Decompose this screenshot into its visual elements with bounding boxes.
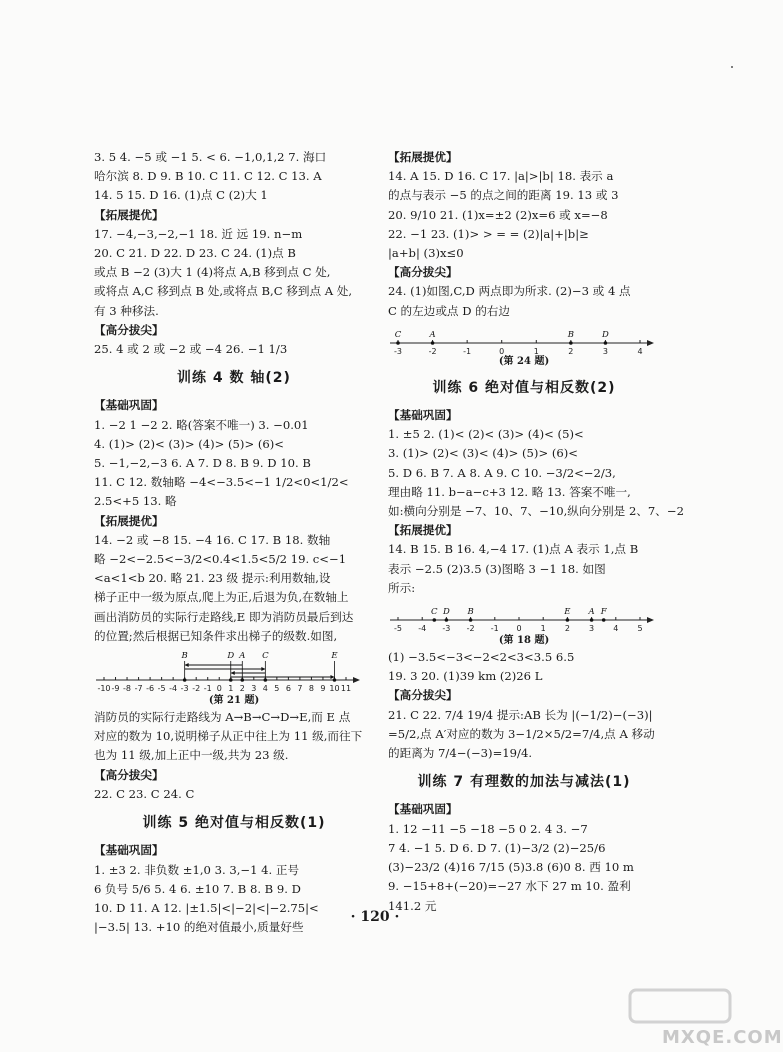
answer-line: |a+b| (3)x≤0: [388, 246, 464, 261]
answer-line: 1. −2 1 −2 2. 略(答案不唯一) 3. −0.01: [94, 417, 309, 432]
answer-line: 22. C 23. C 24. C: [94, 786, 195, 801]
answer-line: <a<1<b 20. 略 21. 23 级 提示:利用数轴,设: [94, 571, 331, 586]
answer-line: 1. ±5 2. (1)< (2)< (3)> (4)< (5)<: [388, 427, 584, 442]
tick-label: 4: [637, 346, 643, 356]
answer-line: (3)−23/2 (4)16 7/15 (5)3.8 (6)0 8. 西 10 m: [388, 860, 634, 875]
tick-label: 2: [564, 624, 570, 634]
answer-line: 14. A 15. D 16. C 17. |a|>|b| 18. 表示 a: [388, 169, 614, 184]
point-dot: [604, 341, 608, 345]
tick-label: -10: [97, 684, 111, 694]
answer-line: 9. −15+8+(−20)=−27 水下 27 m 10. 盈利: [388, 879, 631, 894]
answer-line: 20. 9/10 21. (1)x=±2 (2)x=6 或 x=−8: [388, 207, 608, 222]
answer-line: 3. (1)> (2)< (3)< (4)> (5)> (6)<: [388, 446, 578, 461]
tick-label: -1: [463, 346, 472, 356]
answer-line: 19. 3 20. (1)39 km (2)26 L: [388, 669, 543, 684]
section-tag: 【高分拔尖】: [94, 322, 164, 337]
page-number: · 120 ·: [350, 909, 400, 925]
tick-label: 4: [262, 684, 268, 694]
number-line-figure-18: [388, 600, 656, 634]
tick-label: 6: [285, 684, 291, 694]
tick-label: -5: [157, 684, 166, 694]
route-arrowhead: [261, 667, 265, 671]
tick-label: 9: [320, 684, 326, 694]
answer-line: 也为 11 级,加上正中一级,共为 23 级.: [94, 748, 289, 763]
point-label: D: [442, 607, 450, 618]
answer-line: 17. −4,−3,−2,−1 18. 近 远 19. n−m: [94, 226, 303, 241]
point-label: C: [262, 651, 269, 662]
tick-label: -4: [169, 684, 178, 694]
section-tag: 【拓展提优】: [94, 207, 164, 222]
number-line-figure-21: [94, 648, 362, 694]
figure-caption: (第 24 题): [498, 355, 550, 367]
answer-line: =5/2,点 A′对应的数为 3−1/2×5/2=7/4,点 A 移动: [388, 726, 655, 741]
tick-label: 1: [228, 684, 234, 694]
point-dot: [433, 618, 437, 622]
tick-label: -4: [418, 624, 427, 634]
unit-title: 训练 5 绝对值与相反数(1): [142, 815, 326, 832]
left-column: [94, 148, 374, 937]
tick-label: -3: [442, 624, 451, 634]
answer-line: 20. C 21. D 22. D 23. C 24. (1)点 B: [94, 246, 296, 261]
point-dot: [566, 618, 570, 622]
answer-line: 14. B 15. B 16. 4,−4 17. (1)点 A 表示 1,点 B: [388, 542, 639, 557]
axis-arrow: [353, 677, 360, 683]
tick-label: 11: [340, 684, 352, 694]
figure-caption: (第 18 题): [498, 635, 550, 647]
answer-line: 的点与表示 −5 的点之间的距离 19. 13 或 3: [388, 188, 619, 203]
tick-label: 3: [589, 624, 595, 634]
speck: [731, 66, 733, 68]
point-label: C: [431, 607, 438, 618]
answer-line: 10. D 11. A 12. |±1.5|<|−2|<|−2.75|<: [94, 900, 319, 915]
section-tag: 【基础巩固】: [94, 398, 164, 413]
point-label: D: [602, 329, 609, 340]
section-tag: 【高分拔尖】: [388, 265, 458, 280]
answer-line: 1. 12 −11 −5 −18 −5 0 2. 4 3. −7: [388, 821, 588, 836]
number-line-figure-24: [388, 323, 656, 355]
answer-line: 如:横向分别是 −7、10、7、−10,纵向分别是 2、7、−2: [388, 504, 684, 519]
section-tag: 【拓展提优】: [388, 523, 458, 538]
answer-line: 理由略 11. b−a−c+3 12. 略 13. 答案不唯一,: [388, 484, 631, 499]
point-dot: [569, 341, 573, 345]
point-dot: [602, 618, 606, 622]
answer-line: 梯子正中一级为原点,爬上为正,后退为负,在数轴上: [94, 590, 349, 605]
tick-label: 0: [499, 346, 505, 356]
tick-label: 7: [297, 684, 303, 694]
answer-line: 或将点 A,C 移到点 B 处,或将点 B,C 移到点 A 处,: [94, 284, 353, 299]
point-label: B: [467, 607, 474, 618]
tick-label: -2: [466, 624, 475, 634]
point-dot: [445, 618, 449, 622]
tick-label: 4: [613, 624, 619, 634]
answer-line: 25. 4 或 2 或 −2 或 −4 26. −1 1/3: [94, 342, 288, 357]
tick-label: 2: [568, 346, 574, 356]
answer-line: 画出消防员的实际行走路线,E 即为消防员最后到达: [94, 609, 354, 624]
route-arrowhead: [185, 663, 189, 667]
answer-line: 6 负号 5/6 5. 4 6. ±10 7. B 8. B 9. D: [94, 881, 301, 896]
route-arrowhead: [231, 671, 235, 675]
unit-title: 训练 4 数 轴(2): [177, 370, 291, 387]
section-tag: 【基础巩固】: [388, 408, 458, 423]
unit-title: 训练 7 有理数的加法与减法(1): [417, 774, 631, 791]
answer-line: 3. 5 4. −5 或 −1 5. < 6. −1,0,1,2 7. 海口: [94, 150, 327, 164]
tick-label: -1: [490, 624, 499, 634]
tick-label: 1: [533, 346, 539, 356]
answer-line: 1. ±3 2. 非负数 ±1,0 3. 3,−1 4. 正号: [94, 862, 300, 877]
point-label: E: [564, 607, 571, 618]
answer-line: 7 4. −1 5. D 6. D 7. (1)−3/2 (2)−25/6: [388, 840, 606, 855]
answer-line: (1) −3.5<−3<−2<2<3<3.5 6.5: [388, 650, 575, 665]
point-label: C: [394, 329, 402, 340]
answer-line: 4. (1)> (2)< (3)> (4)> (5)> (6)<: [94, 436, 284, 451]
tick-label: -6: [146, 684, 155, 694]
answer-line: 表示 −2.5 (2)3.5 (3)图略 3 −1 18. 如图: [388, 561, 606, 576]
answer-line: 有 3 种移法.: [94, 303, 159, 318]
section-tag: 【拓展提优】: [94, 513, 164, 528]
tick-label: -9: [111, 684, 120, 694]
tick-label: -7: [134, 684, 143, 694]
answer-line: C 的左边或点 D 的右边: [388, 303, 510, 318]
point-dot: [396, 341, 400, 345]
answer-line: 5. D 6. B 7. A 8. A 9. C 10. −3/2<−2/3,: [388, 465, 616, 480]
tick-label: 5: [274, 684, 280, 694]
axis-arrow: [647, 617, 654, 623]
tick-label: -1: [203, 684, 212, 694]
answer-line: 哈尔滨 8. D 9. B 10. C 11. C 12. C 13. A: [94, 169, 322, 184]
answer-line: 消防员的实际行走路线为 A→B→C→D→E,而 E 点: [94, 710, 351, 725]
point-label: A: [588, 607, 595, 618]
right-column: [388, 148, 684, 916]
tick-label: -2: [192, 684, 201, 694]
tick-label: -2: [428, 346, 437, 356]
section-tag: 【基础巩固】: [94, 843, 164, 858]
point-label: A: [429, 329, 436, 340]
axis-arrow: [647, 340, 654, 346]
tick-label: -8: [123, 684, 132, 694]
point-label: D: [227, 651, 235, 662]
answer-line: 21. C 22. 7/4 19/4 提示:AB 长为 |(−1/2)−(−3)|: [388, 707, 653, 722]
answer-line: 的位置;然后根据已知条件求出梯子的级数.如图,: [94, 628, 338, 643]
answer-line: 141.2 元: [388, 898, 437, 913]
answer-line: 2.5<+5 13. 略: [94, 494, 177, 509]
point-dot: [431, 341, 435, 345]
tick-label: -5: [394, 624, 402, 634]
answer-line: 22. −1 23. (1)> > = = (2)|a|+|b|≥: [388, 226, 589, 241]
point-label: F: [600, 607, 607, 618]
section-tag: 【基础巩固】: [388, 802, 458, 817]
answer-line: 对应的数为 10,说明梯子从正中往上为 11 级,而往下: [94, 729, 363, 744]
figure-caption: (第 21 题): [208, 695, 260, 707]
watermark-text: MXQE.COM: [662, 1027, 783, 1048]
tick-label: -3: [180, 684, 189, 694]
tick-label: 3: [251, 684, 257, 694]
section-tag: 【拓展提优】: [388, 150, 458, 164]
answer-line: 略 −2<−2.5<−3/2<0.4<1.5<5/2 19. c<−1: [94, 552, 347, 567]
answer-line: 的距离为 7/4−(−3)=19/4.: [388, 746, 533, 761]
tick-label: 3: [602, 346, 608, 356]
answer-line: 24. (1)如图,C,D 两点即为所求. (2)−3 或 4 点: [388, 284, 631, 299]
answer-line: 5. −1,−2,−3 6. A 7. D 8. B 9. D 10. B: [94, 456, 311, 471]
tick-label: 5: [637, 624, 643, 634]
unit-title: 训练 6 绝对值与相反数(2): [432, 379, 616, 396]
point-dot: [590, 618, 594, 622]
answer-line: 14. −2 或 −8 15. −4 16. C 17. B 18. 数轴: [94, 532, 331, 547]
point-label: B: [181, 651, 188, 662]
tick-label: -3: [394, 346, 402, 356]
tick-label: 0: [516, 624, 522, 634]
section-tag: 【高分拔尖】: [94, 767, 164, 782]
tick-label: 1: [540, 624, 546, 634]
answer-line: 或点 B −2 (3)大 1 (4)将点 A,B 移到点 C 处,: [94, 265, 331, 280]
tick-label: 2: [239, 684, 245, 694]
point-dot: [469, 618, 473, 622]
tick-label: 10: [329, 684, 340, 694]
answer-line: 14. 5 15. D 16. (1)点 C (2)大 1: [94, 188, 268, 203]
point-label: E: [331, 651, 338, 662]
tick-label: 0: [216, 684, 222, 694]
tick-label: 8: [308, 684, 314, 694]
answer-line: 所示:: [388, 580, 416, 595]
answer-line: |−3.5| 13. +10 的绝对值最小,质量好些: [94, 920, 304, 935]
point-label: B: [567, 329, 574, 340]
section-tag: 【高分拔尖】: [388, 688, 458, 703]
answer-line: 11. C 12. 数轴略 −4<−3.5<−1 1/2<0<1/2<: [94, 475, 349, 490]
point-label: A: [239, 651, 246, 662]
